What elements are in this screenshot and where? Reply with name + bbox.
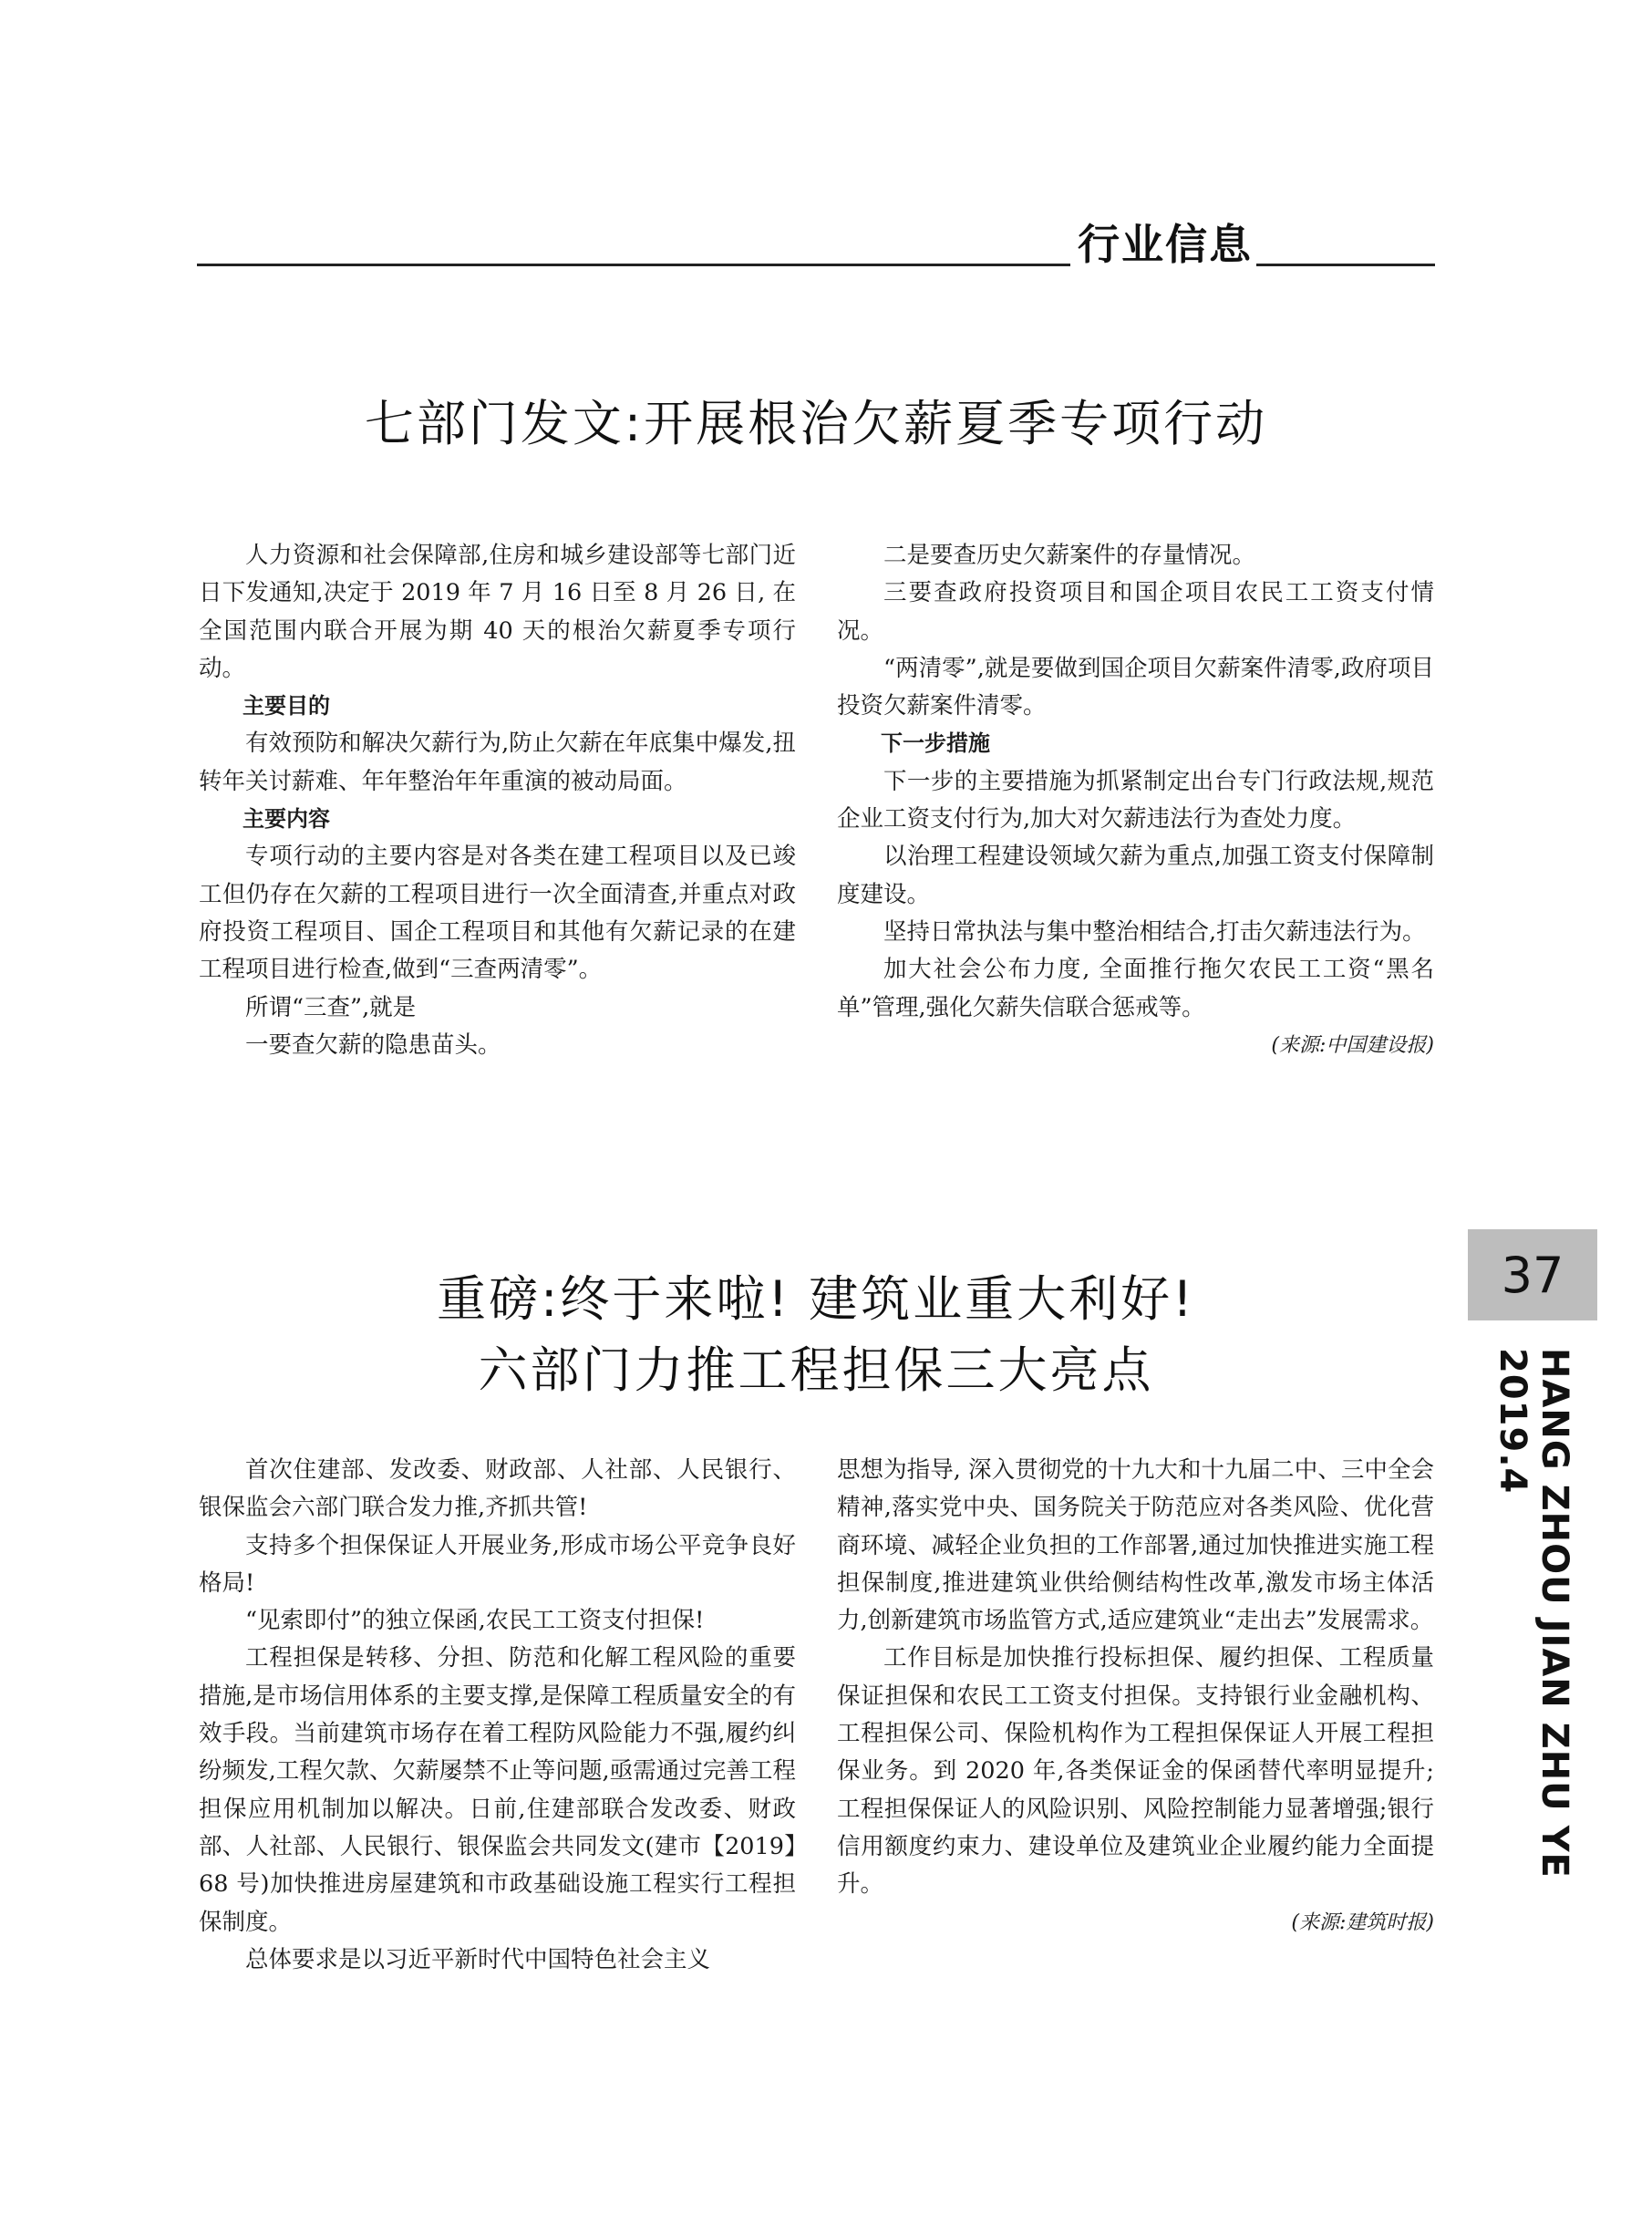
paragraph: 加大社会公布力度, 全面推行拖欠农民工工资“黑名单”管理,强化欠薪失信联合惩戒等。 (837, 956, 1434, 1021)
header-rule-left (197, 264, 1070, 266)
paragraph: 思想为指导, 深入贯彻党的十九大和十九届二中、三中全会精神,落实党中央、国务院关于防范应对各类风险、优化营商环境、减轻企业负担的工作部署,通过加快推进实施工程担保制度,推进建筑业供给侧结构性改革,激发市场主体活力,创新建筑市场监管方式,适应建筑业“走出去”发展需求。 (837, 1456, 1434, 1635)
page-number: 37 (1501, 1246, 1564, 1304)
paragraph: 坚持日常执法与集中整治相结合,打击欠薪违法行为。 (883, 917, 1426, 946)
paragraph: 首次住建部、发改委、财政部、人社部、人民银行、银保监会六部门联合发力推,齐抓共管! (199, 1456, 796, 1522)
paragraph: 二是要查历史欠薪案件的存量情况。 (883, 542, 1256, 569)
paragraph: 专项行动的主要内容是对各类在建工程项目以及已竣工但仍存在欠薪的工程项目进行一次全面清查,并重点对政府投资工程项目、国企工程项目和其他有欠薪记录的在建工程项目进行检查,做到“三查两清零”。 (199, 843, 796, 984)
paragraph: 一要查欠薪的隐患苗头。 (245, 1030, 501, 1059)
paragraph: 三要查政府投资项目和国企项目农民工工资支付情况。 (837, 579, 1434, 645)
paragraph: 支持多个担保保证人开展业务,形成市场公平竞争良好格局! (199, 1531, 796, 1597)
magazine-vertical-label: HANG ZHOU JIAN ZHU YE 2019.4 (1492, 1348, 1575, 1879)
article1-title: 七部门发文:开展根治欠薪夏季专项行动 (364, 395, 1268, 452)
section-label: 行业信息 (1078, 220, 1253, 269)
source-credit: (来源:建筑时报) (1291, 1910, 1434, 1934)
paragraph: 总体要求是以习近平新时代中国特色社会主义 (245, 1945, 711, 1973)
article2-right-column (837, 1452, 1434, 1941)
paragraph: 以治理工程建设领域欠薪为重点,加强工资支付保障制度建设。 (837, 843, 1434, 908)
paragraph: 有效预防和解决欠薪行为,防止欠薪在年底集中爆发,扭转年关讨薪难、年年整治年年重演的被动局面。 (199, 730, 796, 795)
article2-left-column (199, 1452, 796, 1979)
subheading: 下一步措施 (881, 730, 990, 757)
paragraph: “两清零”,就是要做到国企项目欠薪案件清零,政府项目投资欠薪案件清零。 (837, 654, 1434, 720)
paragraph: 工程担保是转移、分担、防范和化解工程风险的重要措施,是市场信用体系的主要支撑,是保障工程质量安全的有效手段。当前建筑市场存在着工程防风险能力不强,履约纠纷频发,工程欠款、欠薪屡禁不止等问题,亟需通过完善工程担保应用机制加以解决。日前,住建部联合发改委、财政部、人社部、人民银行、银保监会共同发文(建市【2019】68 号)加快推进房屋建筑和市政基础设施工程实行工程担保制度。 (199, 1644, 796, 1936)
paragraph: 工作目标是加快推行投标担保、履约担保、工程质量保证担保和农民工工资支付担保。支持银行业金融机构、工程担保公司、保险机构作为工程担保保证人开展工程担保业务。到 2020 年,各类保证金的保函替代率明显提升;工程担保保证人的风险识别、风险控制能力显著增强;银行信用额度约束力、建设单位及建筑业企业履约能力全面提升。 (837, 1644, 1434, 1899)
paragraph: 所谓“三查”,就是 (245, 993, 417, 1021)
article1-left-column (199, 537, 796, 1064)
article1-right-column (837, 537, 1434, 1064)
paragraph: 下一步的主要措施为抓紧制定出台专门行政法规,规范企业工资支付行为,加大对欠薪违法行为查处力度。 (837, 767, 1434, 833)
subheading: 主要内容 (243, 806, 330, 833)
article2-title-line2: 六部门力推工程担保三大亮点 (478, 1341, 1154, 1399)
subheading: 主要目的 (243, 693, 330, 720)
page-number-box (1468, 1229, 1597, 1320)
article2-title-line1: 重磅:终于来啦! 建筑业重大利好! (437, 1270, 1195, 1328)
header-rule-right (1256, 264, 1435, 266)
paragraph: “见索即付”的独立保函,农民工工资支付担保! (245, 1607, 705, 1635)
source-credit: (来源:中国建设报) (1271, 1033, 1434, 1057)
paragraph: 人力资源和社会保障部,住房和城乡建设部等七部门近日下发通知,决定于 2019 年 7 月 16 日至 8 月 26 日, 在全国范围内联合开展为期 40 天的根治欠薪夏季专项行动。 (199, 542, 796, 682)
